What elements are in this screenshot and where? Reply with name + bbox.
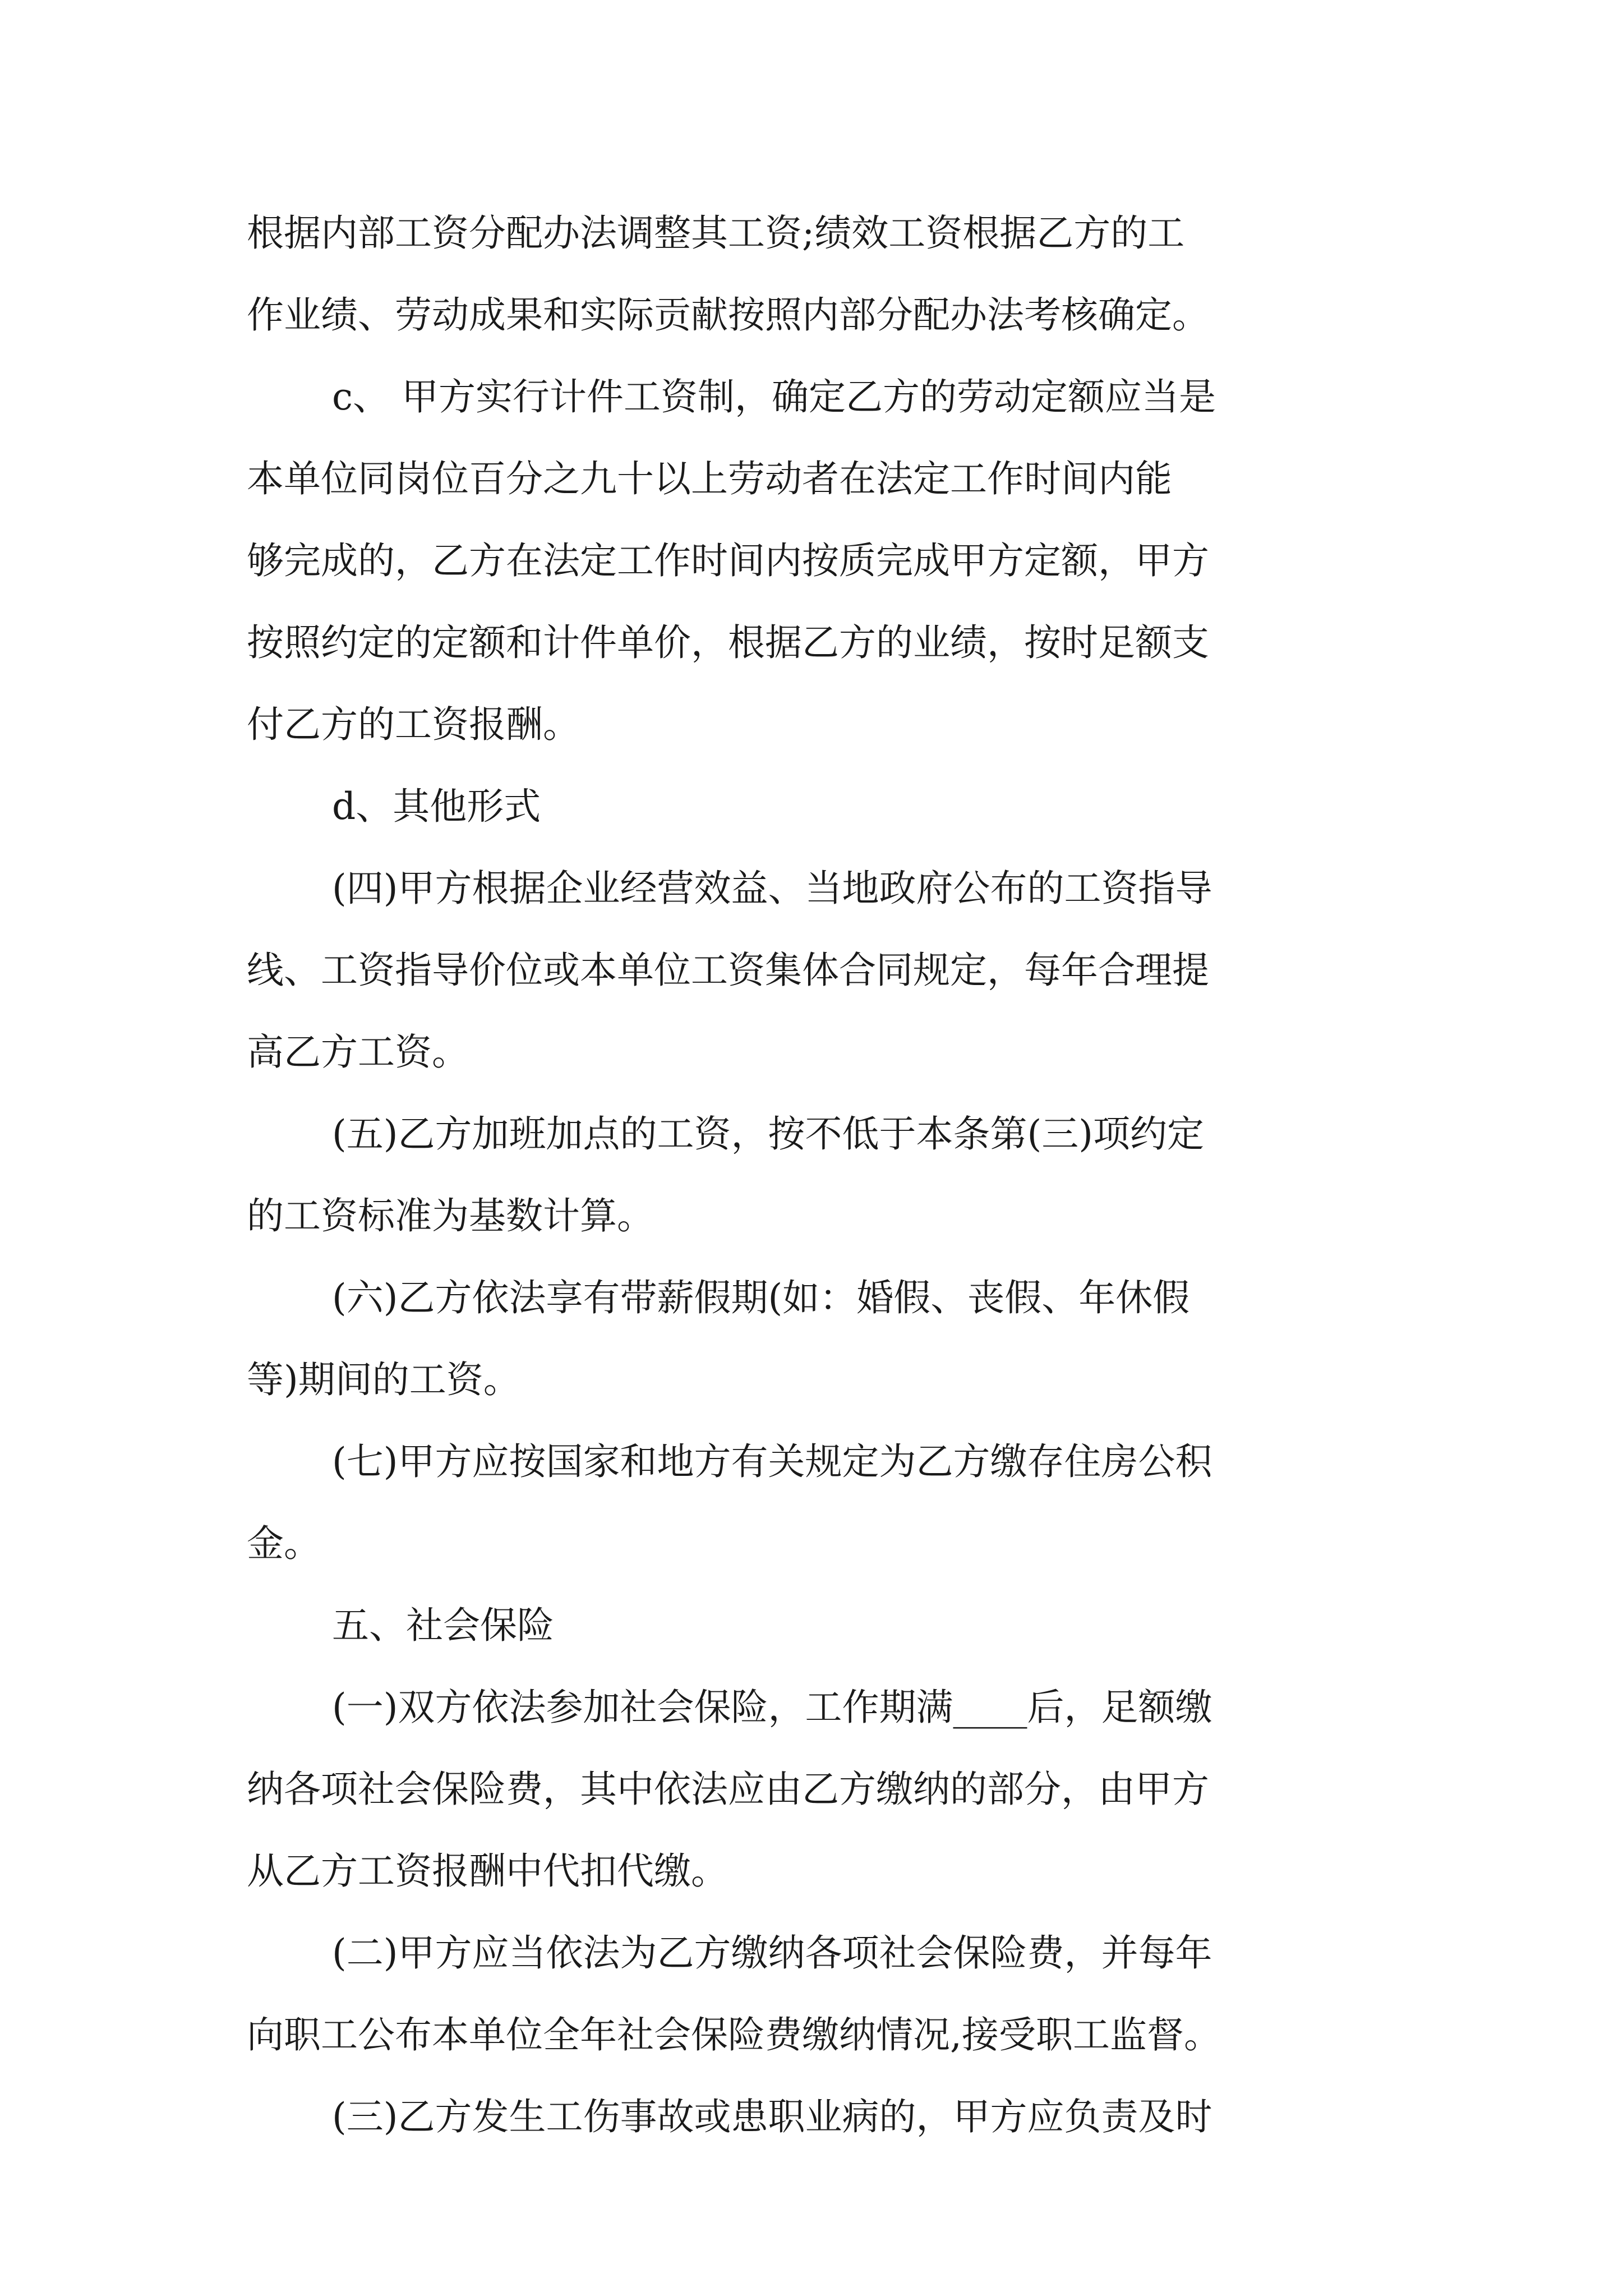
section-clause-1-start: (一)双方依法参加社会保险，工作期满____后，足额缴	[332, 1686, 1212, 1729]
section-heading: 五、社会保险	[332, 1604, 554, 1647]
text-line: 本单位同岗位百分之九十以上劳动者在法定工作时间内能	[247, 457, 1172, 500]
text-line: 够完成的，乙方在法定工作时间内按质完成甲方定额，甲方	[247, 539, 1209, 582]
clause-7-start: (七)甲方应按国家和地方有关规定为乙方缴存住房公积	[332, 1440, 1212, 1483]
section-clause-2-start: (二)甲方应当依法为乙方缴纳各项社会保险费，并每年	[332, 1931, 1212, 1975]
text-line: 纳各项社会保险费，其中依法应由乙方缴纳的部分，由甲方	[247, 1768, 1209, 1811]
clause-6-start: (六)乙方依法享有带薪假期(如：婚假、丧假、年休假	[332, 1276, 1190, 1319]
text-line: 从乙方工资报酬中代扣代缴。	[247, 1849, 728, 1893]
text-line: 的工资标准为基数计算。	[247, 1194, 654, 1237]
text-line: 高乙方工资。	[247, 1030, 469, 1074]
paragraph-c-start: c、 甲方实行计件工资制，确定乙方的劳动定额应当是	[332, 375, 1216, 418]
text-line: 等)期间的工资。	[247, 1358, 520, 1401]
text-line: 根据内部工资分配办法调整其工资;绩效工资根据乙方的工	[247, 211, 1185, 255]
text-line: 金。	[247, 1522, 321, 1565]
text-line: 线、工资指导价位或本单位工资集体合同规定，每年合理提	[247, 949, 1209, 992]
text-line: 作业绩、劳动成果和实际贡献按照内部分配办法考核确定。	[247, 293, 1209, 337]
clause-5-start: (五)乙方加班加点的工资，按不低于本条第(三)项约定	[332, 1112, 1204, 1156]
text-line: 付乙方的工资报酬。	[247, 703, 580, 746]
paragraph-d: d、其他形式	[332, 785, 541, 828]
text-line: 按照约定的定额和计件单价，根据乙方的业绩，按时足额支	[247, 621, 1209, 664]
section-clause-3-start: (三)乙方发生工伤事故或患职业病的，甲方应负责及时	[332, 2095, 1212, 2138]
text-line: 向职工公布本单位全年社会保险费缴纳情况,接受职工监督。	[247, 2013, 1221, 2056]
clause-4-start: (四)甲方根据企业经营效益、当地政府公布的工资指导	[332, 867, 1212, 910]
